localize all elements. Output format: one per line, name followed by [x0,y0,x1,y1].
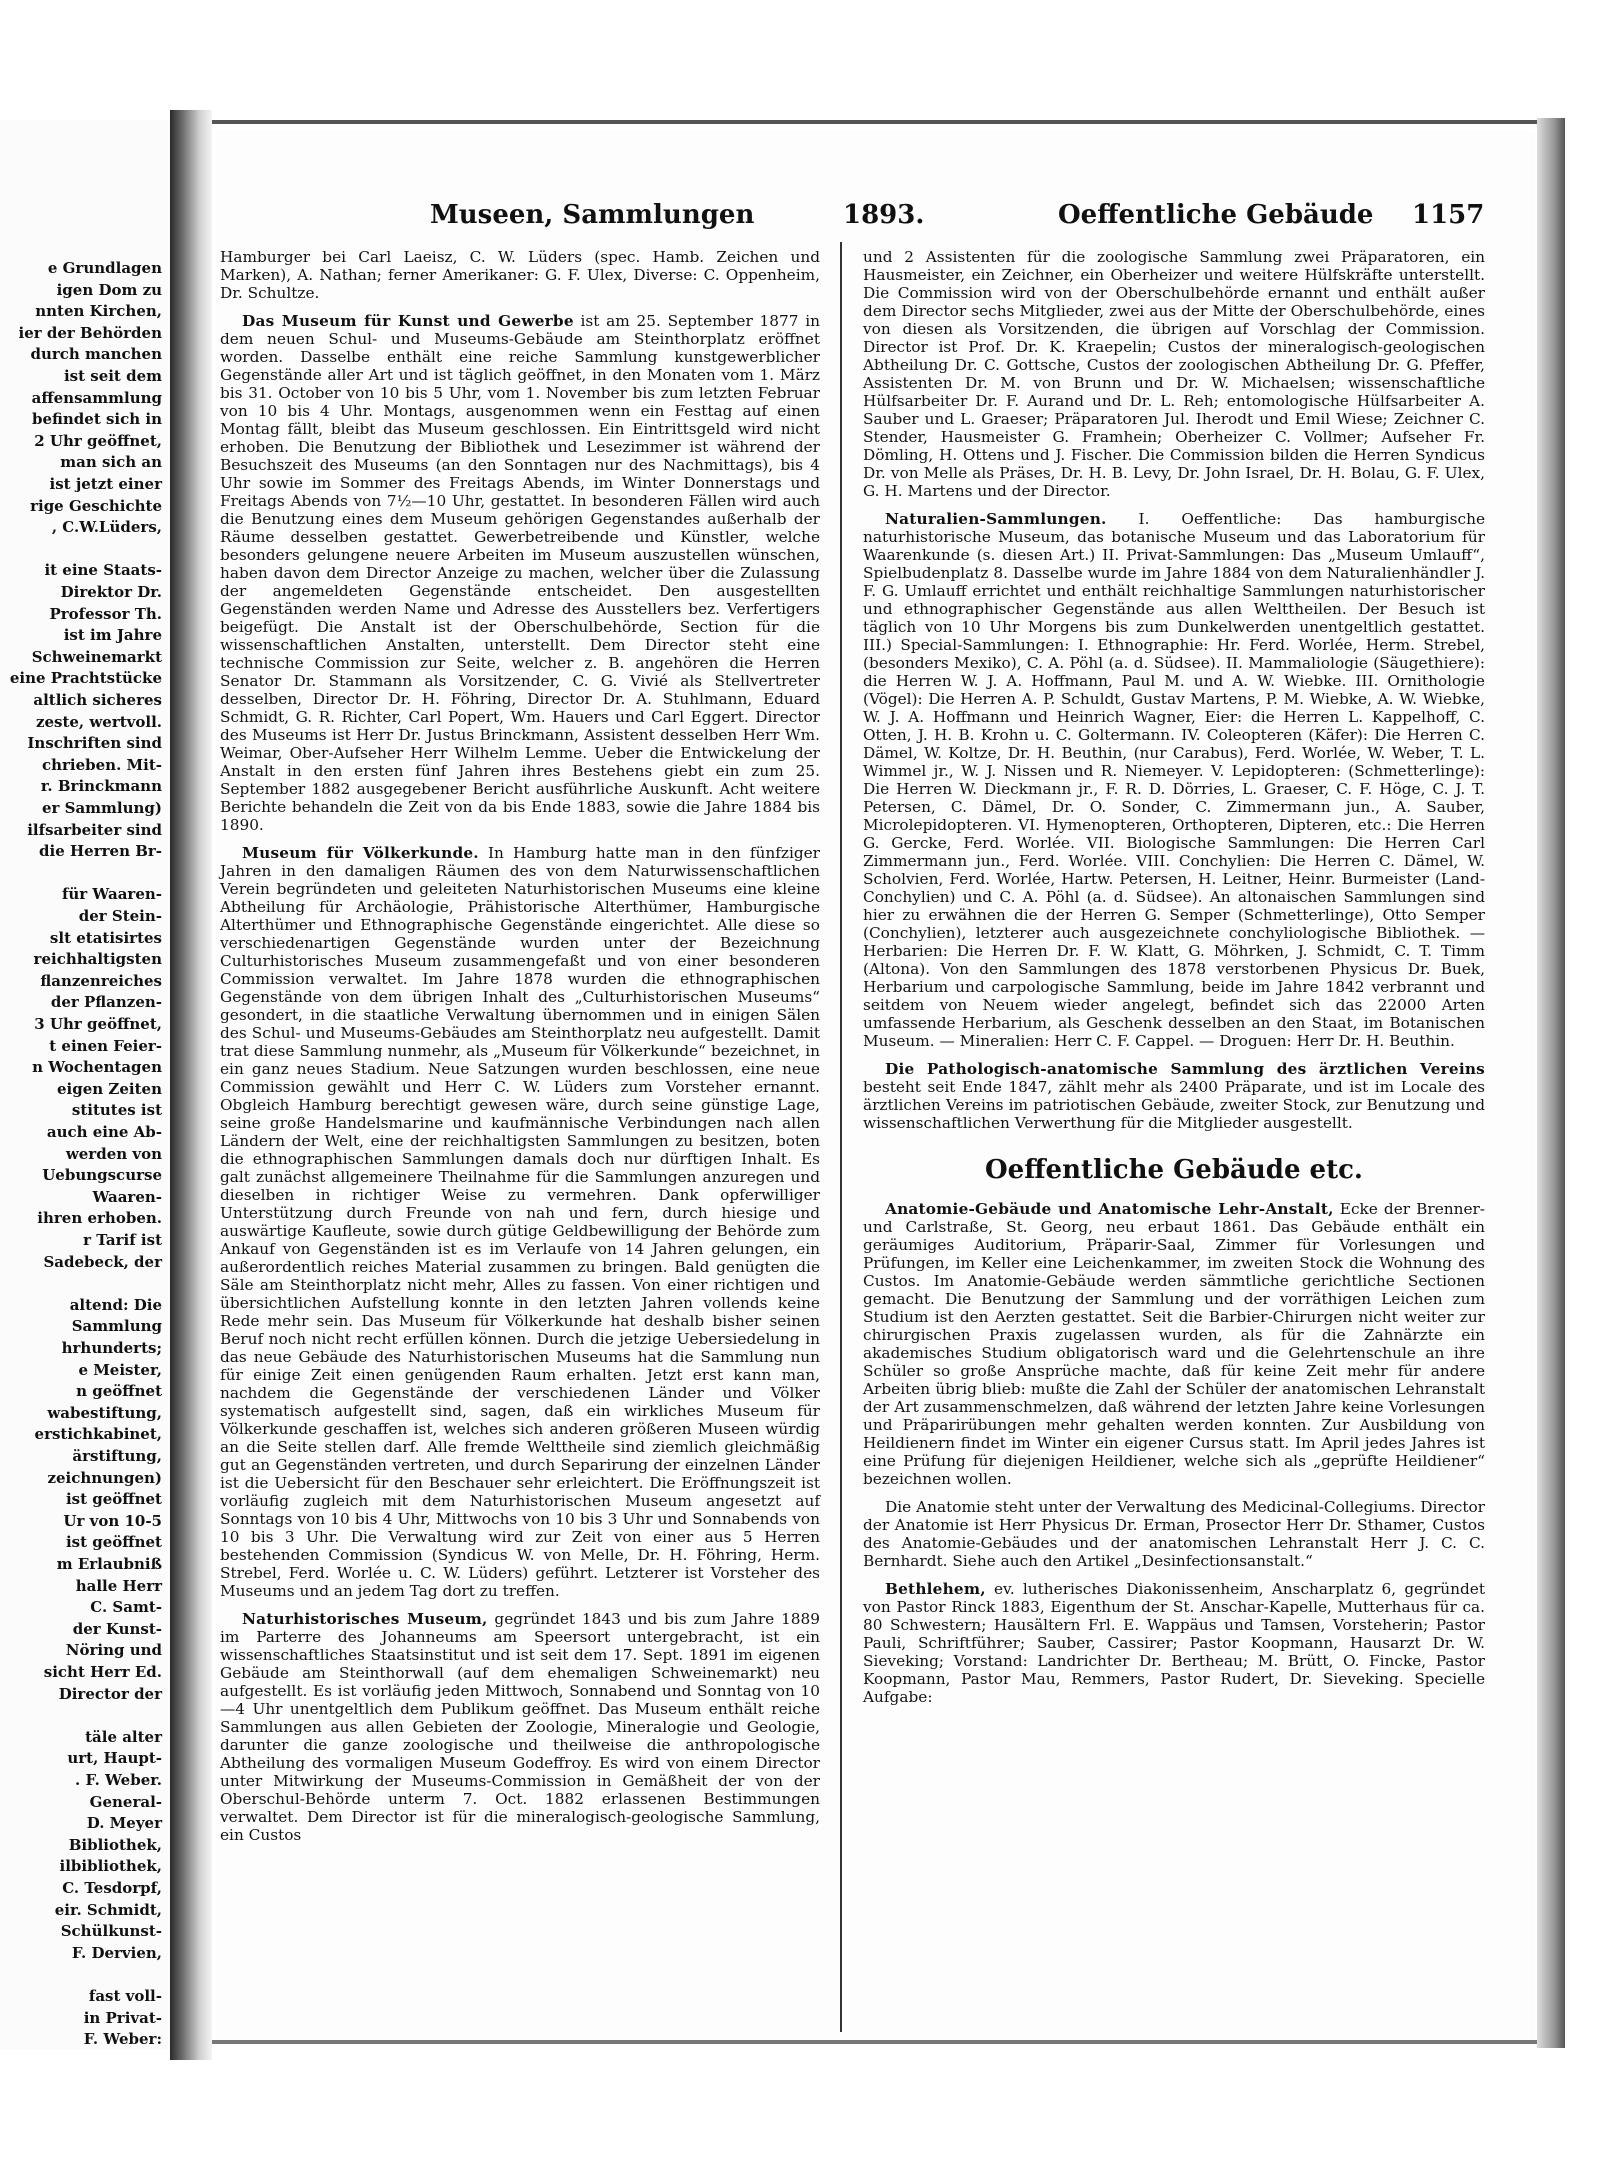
left-fragment-line: fast voll- [88,1987,162,2005]
page-edge-right [1537,118,1565,2048]
left-fragment-line: reichhaltigsten [33,950,162,969]
entry-text: ist am 25. September 1877 in dem neuen Schul- und Museums-Gebäude am Steinthorplatz eröffnet worden. Dasselbe enthält eine reiche Sammlung kunstgewerblicher Gegenstände aller Art und ist täglich geöffnet, in den Monaten vom 1. März bis 31. October von 10 bis 5 Uhr, vom 1. November bis zum letzten Februar von 10 bis 4 Uhr. Montags, ausgenommen wenn ein Festtag auf einen Montag fällt, bleibt das Museum geschlossen. Ein Eintrittsgeld wird nicht erhoben. Die Benutzung der Bibliothek und Lesezimmer ist während der Besuchszeit des Museums (an den Sonntagen nur des Nachmittags), bis 4 Uhr sowie im Sommer des Freitags Abends, im Winter Donnerstags und Freitags Abends von 7½—10 Uhr, gestattet. In besonderen Fällen wird auch die Benutzung eines dem Museum gehörigen Gegenstandes außerhalb der Räume desselben gestattet. Gewerbetreibende und Künstler, welche besonders gelungene neuere Arbeiten im Museum auszustellen wünschen, haben davon dem Director Anzeige zu machen, welcher über die Zulassung der angemeldeten Gegenstände entscheidet. Den ausgestellten Gegenständen werden Name und Adresse des Ausstellers bez. Verfertigers beigefügt. Die Anstalt ist der Oberschulbehörde, Section für die wissenschaftlichen Anstalten, unterstellt. Dem Director steht eine technische Commission zur Seite, welcher z. B. angehören die Herren Senator Dr. Stammann als Vorsitzender, C. G. Vivié als Stellvertreter desselben, Director Dr. H. Föhring, Director Dr. A. Stuhlmann, Eduard Schmidt, G. R. Richter, Carl Popert, Wm. Hauers und Carl Eggert. Director des Museums ist Herr Dr. Justus Brinckmann, Assistent desselben Herr Wm. Weimar, Ober-Aufseher Herr Wilhelm Lemme. Ueber die Entwickelung der Anstalt in den ersten fünf Jahren ihres Bestehens giebt ein zum 25. September 1882 ausgegebener Bericht ausführliche Auskunft. Acht weitere Berichte behandeln die Zeit von da bis Ende 1883, sowie die Jahre 1884 bis 1890. [220,312,820,834]
left-fragment-line: nnten Kirchen, [35,302,162,321]
left-fragment-line: die Herren Br- [39,842,162,861]
left-fragment-line: hrhunderts; [61,1339,162,1357]
entry-naturhistorisches-museum [220,1610,820,1844]
entry-title: Anatomie-Gebäude und Anatomische Lehr-Anstalt, [885,1200,1334,1218]
left-fragment-line: für Waaren- [61,885,162,904]
left-fragment-line: e Grundlagen [47,259,162,277]
left-fragment-line: durch manchen [30,345,162,364]
entry-bethlehem [863,1580,1485,1706]
left-fragment-line: zeste, wertvoll. [35,712,162,731]
left-fragment-line: flanzenreiches [40,971,162,990]
left-fragment-line: ilfsarbeiter sind [27,820,162,839]
running-head-left: Museen, Sammlungen [430,200,755,230]
left-fragment-line: der Stein- [78,907,162,925]
entry-title: Naturalien-Sammlungen. [885,510,1107,528]
right-column [863,248,1485,1716]
left-fragment-line: zeichnungen) [47,1468,162,1487]
left-fragment-line: altlich sicheres [33,691,162,709]
paragraph-museum-staff: und 2 Assistenten für die zoologische Sammlung zwei Präparatoren, ein Hausmeister, ein Zeichner, ein Oberheizer und weitere Hülfskräfte unterstellt. Die Commission wird von der Oberschulbehörde ernannt und enthält außer dem Director sechs Mitglieder, zwei aus der Mitte der Oberschulbehörde, eines von diesen als Vorsitzenden, die übrigen auf Vorschlag der Commission. Director ist Prof. Dr. K. Kraepelin; Custos der mineralogisch-geologischen Abtheilung Dr. C. Gottsche, Custos der zoologischen Abtheilung Dr. G. Pfeffer, Assistenten Dr. M. von Brunn und Dr. W. Michaelsen; wissenschaftliche Hülfsarbeiter Dr. F. Aurand und Dr. L. Reh; entomologische Hülfsarbeiter A. Sauber und L. Graeser; Präparatoren Jul. Iherodt und Emil Wiese; Zeichner C. Stender, Hausmeister G. Framhein; Oberheizer C. Vollmer; Aufseher Fr. Dömling, H. Ottens und J. Fischer. Die Commission bilden die Herren Syndicus Dr. von Melle als Präses, Dr. H. B. Levy, Dr. John Israel, Dr. H. Bolau, G. F. Ulex, G. H. Martens und der Director. [863,248,1485,500]
left-fragment-line: erstichkabinet, [34,1425,162,1444]
left-fragment-line: General- [89,1792,162,1811]
entry-kunst-gewerbe [220,312,820,834]
left-fragment-line: wabestiftung, [47,1403,162,1422]
left-fragment-line: Professor Th. [49,604,162,623]
page-number: 1157 [1412,200,1485,230]
left-fragment-line: r Tarif ist [83,1231,162,1249]
entry-text: ev. lutherisches Diakonissenheim, Anscharplatz 6, gegründet von Pastor Rinck 1883, Eigenthum der St. Anschar-Kapelle, Mutterhaus für ca. 80 Schwestern; Hausältern Frl. E. Wappäus und Tamsen, Vorsteherin; Pastor Pauli, Schriftführer; Sauber, Cassirer; Pastor Koopmann, Hausarzt Dr. W. Sieveking; Vorstand: Landrichter Dr. Bertheau; M. Brütt, O. Fincke, Pastor Koopmann, Pastor Mau, Remmers, Pastor Rudert, Dr. Sieveking. Specielle Aufgabe: [863,1580,1485,1706]
left-fragment-line: Bibliothek, [68,1835,162,1854]
left-fragment-line: 3 Uhr geöffnet, [34,1015,162,1033]
left-fragment-line: t einen Feier- [49,1036,162,1055]
left-fragment-line: Sammlung [71,1317,162,1336]
left-fragment-line: halle Herr [75,1576,162,1595]
entry-title: Das Museum für Kunst und Gewerbe [242,312,574,330]
paragraph-auction-buyers: Hamburger bei Carl Laeisz, C. W. Lüders (spec. Hamb. Zeichen und Marken), A. Nathan; ferner Amerikaner: G. F. Ulex, Diverse: C. Oppenheim, Dr. Schultze. [220,248,820,302]
left-fragment-line: der Pflanzen- [50,993,162,1012]
left-fragment-line: eir. Schmidt, [54,1900,162,1919]
left-fragment-line: chrieben. Mit- [41,755,162,774]
left-fragment-line: m Erlaubniß [56,1555,162,1573]
left-fragment-line: e Meister, [78,1360,162,1379]
left-fragment-line: Direktor Dr. [60,583,162,601]
entry-pathologische-sammlung [863,1060,1485,1132]
left-fragment-line: ist geöffnet [65,1490,162,1509]
left-fragment-line: befindet sich in [31,410,162,429]
left-fragment-line: Inschriften sind [27,734,162,753]
paragraph-anatomie-verwaltung: Die Anatomie steht unter der Verwaltung des Medicinal-Collegiums. Director der Anatomie ist Herr Physicus Dr. Erman, Prosector Herr Dr. Sthamer, Custos des Anatomie-Gebäudes und der anatomischen Lehranstalt Herr J. C. C. Bernhardt. Siehe auch den Artikel „Desinfectionsanstalt.“ [863,1498,1485,1570]
book-page [215,130,1535,2040]
page-edge-top [212,120,1537,124]
left-fragment-line: F. Weber: [83,2030,162,2049]
running-head [215,200,1535,240]
entry-title: Die Pathologisch-anatomische Sammlung des ärztlichen Vereins [885,1060,1485,1078]
entry-title: Museum für Völkerkunde. [242,844,479,862]
left-fragment-line: Director der [58,1684,162,1703]
left-fragment-line: Ur von 10-5 [63,1511,162,1530]
left-fragment-line: Schweinemarkt [31,647,162,666]
left-fragment-line: it eine Staats- [44,561,162,580]
left-fragment-line: Schülkunst- [60,1922,162,1941]
left-fragment-line: ihren erhoben. [37,1209,162,1228]
left-fragment-line: r. Brinckmann [40,777,162,796]
left-fragment-line: F. Dervien, [71,1943,162,1962]
left-fragment-line: er Sammlung) [41,799,162,817]
column-divider [840,242,842,2032]
entry-text: I. Oeffentliche: Das hamburgische naturhistorische Museum, das botanische Museum und das Laboratorium für Waarenkunde (s. diesen Art.) II. Privat-Sammlungen: Das „Museum Umlauff“, Spielbudenplatz 8. Dasselbe wurde im Jahre 1884 von dem Naturalienhändler J. F. G. Umlauff errichtet und enthält reichhaltige Sammlungen naturhistorischer und ethnographischer Gegenstände aus allen Welttheilen. Der Besuch ist täglich von 10 Uhr Morgens bis zum Dunkelwerden unentgeltlich gestattet. III.) Special-Sammlungen: I. Ethnographie: Hr. Ferd. Worlée, Herm. Strebel, (besonders Mexiko), C. A. Pöhl (a. d. Südsee). II. Mammaliologie (Säugethiere): die Herren W. J. A. Hoffmann, Paul M. und A. W. Wiebke. III. Ornithologie (Vögel): Die Herren A. P. Schuldt, Gustav Martens, P. M. Wiebke, A. W. Wiebke, W. J. A. Hoffmann und Heinrich Wagner, Eier: die Herren L. Kappelhoff, C. Otten, J. H. B. Krohn u. C. Goltermann. IV. Coleopteren (Käfer): Die Herren C. Dämel, W. Koltze, Dr. H. Beuthin, (nur Carabus), Ferd. Worlée, W. Weber, T. L. Wimmel jr., W. J. Nissen und R. Niemeyer. V. Lepidopteren: (Schmetterlinge): Die Herren W. Dieckmann jr., F. R. D. Dörries, L. Graeser, C. F. Höge, C. J. T. Petersen, C. Dämel, Dr. O. Sonder, C. Zimmermann jun., A. Sauber, Microlepidopteren. VI. Hymenopteren, Orthopteren, Dipteren, etc.: Die Herren G. Gercke, Ferd. Worlée. VII. Biologische Sammlungen: Die Herren Carl Zimmermann jun., Ferd. Worlée. VIII. Conchylien: Die Herren C. Dämel, W. Scholvien, Ferd. Worlée, Hartw. Petersen, H. Leitner, Heinr. Burmeister (Land-Conchylien) und C. A. Pöhl (a. d. Südsee). An altonaischen Sammlungen sind hier zu erwähnen die der Herren G. Semper (Schmetterlinge), Otto Semper (Conchylien), letzterer auch ausgezeichnete conchyliologische Bibliothek. — Herbarien: Die Herren Dr. F. W. Klatt, G. Möhrken, J. Schmidt, C. T. Timm (Altona). Von den Sammlungen des 1878 verstorbenen Physicus Dr. Buek, Herbarium und carpologische Sammlung, beide im Jahre 1842 verbrannt und seitdem von Neuem wieder angelegt, befindet sich das 22000 Arten umfassende Herbarium, als Geschenk desselben an den Staat, im Botanischen Museum. — Mineralien: Herr C. F. Cappel. — Droguen: Herr Dr. H. Beuthin. [863,510,1485,1050]
left-page-fragment [0,120,170,2050]
left-fragment-line: C. Samt- [90,1598,162,1617]
left-fragment-line: ist geöffnet [65,1533,162,1552]
left-fragment-line: urt, Haupt- [67,1749,162,1768]
entry-text: gegründet 1843 und bis zum Jahre 1889 im Parterre des Johanneums am Speersort untergebracht, ist ein wissenschaftliches Staatsinstitut und ist seit dem 17. Sept. 1891 im eigenen Gebäude am Steinthorwall (auf dem ehemaligen Schweinemarkt) neu aufgestellt. Es ist vorläufig jeden Mittwoch, Sonnabend und Sonntag von 10—4 Uhr unentgeltlich dem Publikum geöffnet. Das Museum enthält reiche Sammlungen aus allen Gebieten der Zoologie, Mineralogie und Geologie, darunter die ganze zoologische und theilweise die anthropologische Abtheilung des vormaligen Museum Godeffroy. Es wird von einem Director unter Mitwirkung der Museums-Commission in Gemäßheit der von der Oberschul-Behörde unterm 7. Oct. 1882 erlassenen Bestimmungen verwaltet. Dem Director ist für die mineralogisch-geologische Sammlung, ein Custos [220,1610,820,1844]
left-fragment-line: ärstiftung, [72,1447,162,1465]
page-edge-bottom [212,2040,1537,2044]
left-fragment-line: sicht Herr Ed. [43,1663,162,1681]
entry-voelkerkunde [220,844,820,1600]
left-fragment-line: D. Meyer [86,1814,162,1833]
left-fragment-line: affensammlung [31,388,162,407]
left-fragment-line: eigen Zeiten [57,1079,162,1098]
entry-title: Naturhistorisches Museum, [242,1610,488,1628]
left-fragment-line: Uebungscurse [42,1166,162,1185]
left-fragment-line: täle alter [85,1727,162,1746]
left-fragment-line: man sich an [60,453,162,472]
left-fragment-line: ist im Jahre [63,626,162,645]
left-fragment-line: Nöring und [65,1641,162,1660]
running-head-right: Oeffentliche Gebäude [1058,200,1374,230]
left-fragment-line: ist jetzt einer [49,475,162,493]
left-fragment-line: slt etatisirtes [49,928,162,947]
left-fragment-line: igen Dom zu [56,280,162,299]
left-fragment-line: stitutes ist [71,1101,162,1120]
left-fragment-line: 2 Uhr geöffnet, [34,431,162,450]
left-fragment-line: auch eine Ab- [46,1123,162,1141]
left-fragment-line: der Kunst- [72,1619,162,1638]
left-fragment-line: altend: Die [69,1295,162,1314]
book-gutter-shadow [170,110,212,2060]
left-fragment-line: eine Prachtstücke [9,669,162,688]
entry-text: In Hamburg hatte man in den fünfziger Jahren in den damaligen Räumen des von dem Naturwissenschaftlichen Verein begründeten und geleiteten Naturhistorischen Museums eine kleine Abtheilung für Archäologie, Prähistorische Alterthümer, Hamburgische Alterthümer und Ethnographische Gegenstände eingerichtet. Alle diese so verschiedenartigen Gegenstände wurden unter der Bezeichnung Culturhistorisches Museum zusammengefaßt und von einer besonderen Commission verwaltet. Im Jahre 1878 wurden die ethnographischen Gegenstände von dem übrigen Inhalt des „Culturhistorischen Museums“ gesondert, in die staatliche Verwaltung übernommen und in einigen Sälen des Schul- und Museums-Gebäudes am Steinthorplatz neu aufgestellt. Damit trat diese Sammlung nunmehr, als „Museum für Völkerkunde“ bezeichnet, in ein ganz neues Stadium. Neue Satzungen wurden beschlossen, eine neue Commission gewählt und Herr C. W. Lüders zum Vorsteher ernannt. Obgleich Hamburg berechtigt gewesen wäre, durch seine günstige Lage, seine große Handelsmarine und kaufmännische Verbindungen nach allen Ländern der Welt, eine der reichhaltigsten Sammlungen zu besitzen, boten die ethnographischen Sammlungen damals doch nur dürftigen Inhalt. Es galt zunächst allgemeinere Theilnahme für die Sammlungen anzuregen und dieselben in richtiger Weise zu vermehren. Dank opferwilliger Unterstützung durch Freunde von nah und fern, durch hiesige und auswärtige Kaufleute, sowie durch gütige Geldbewilligung der Behörde zum Ankauf von Gegenständen ist es im Verlaufe von 14 Jahren gelungen, ein außerordentlich reiches Material zusammen zu bringen. Bald genügten die Säle am Steinthorplatz nicht mehr, Alles zu fassen. Von einer richtigen und übersichtlichen Aufstellung konnte in den letzten Jahren vollends keine Rede mehr sein. Das Museum für Völkerkunde hat deshalb bisher seinen Beruf noch nicht recht erfüllen können. Durch die jetzige Uebersiedelung in das neue Gebäude des Naturhistorischen Museums hat die Sammlung nun für einige Zeit einen genügenden Raum erhalten. Jetzt erst kann man, nachdem die Gegenstände der verschiedenen Länder und Völker systematisch aufgestellt sind, sagen, daß ein wirkliches Museum für Völkerkunde geschaffen ist, welches sich anderen größeren Museen würdig an die Seite stellen darf. Alle fremde Welttheile sind ziemlich gleichmäßig gut an Gegenständen vertreten, und durch Separirung der einzelnen Länder ist die Uebersicht für den Beschauer sehr erleichtert. Die Eröffnungszeit ist vorläufig zugleich mit dem Naturhistorischen Museum angesetzt auf Sonntags von 10 bis 4 Uhr, Mittwochs von 10 bis 3 Uhr und Sonnabends von 10 bis 3 Uhr. Die Verwaltung wird zur Zeit von einer aus 5 Herren bestehenden Commission (Syndicus W. von Melle, Dr. H. Föhring, Herm. Strebel, Ferd. Worlée u. C. W. Lüders) geführt. Letzterer ist Vorsteher des Museums und an jedem Tag dort zu treffen. [220,844,820,1600]
left-fragment-line: in Privat- [83,2008,162,2027]
left-fragment-line: . F. Weber. [75,1771,162,1789]
left-fragment-line: n Wochentagen [32,1058,162,1077]
entry-text: Ecke der Brenner- und Carlstraße, St. Georg, neu erbaut 1861. Das Gebäude enthält ein geräumiges Auditorium, Präparir-Saal, Zimmer für Vorlesungen und Prüfungen, im Keller eine Leichenkammer, im zweiten Stock die Wohnung des Custos. Im Anatomie-Gebäude werden sämmtliche gerichtliche Sectionen gemacht. Die Benutzung der Sammlung und der vorräthigen Leichen zum Studium ist den Aerzten gestattet. Seit die Barbier-Chirurgen nicht weiter zur chirurgischen Praxis zugelassen wurden, als für die Zahnärzte ein akademisches Studium obligatorisch ward und die Gelehrtenschule an ihre Schüler so große Ansprüche machte, daß für keine Zeit mehr für andere Arbeiten übrig blieb: mußte die Zahl der Schüler der anatomischen Lehranstalt der Art zusammenschmelzen, daß während der letzten Jahre keine Vorlesungen und Präparirübungen mehr gehalten werden konnten. Zur Ausbildung von Heildienern findet im Winter ein eigener Cursus statt. Im April jedes Jahres ist eine Prüfung für diejenigen Heildiener, welche sich als „geprüfte Heildiener“ bezeichnen wollen. [863,1200,1485,1488]
left-fragment-line: n geöffnet [76,1382,162,1401]
left-fragment-line: rige Geschichte [30,496,162,515]
left-column [220,248,820,1854]
left-fragment-line: Waaren- [92,1187,162,1206]
left-fragment-line: ilbibliothek, [59,1857,162,1876]
left-fragment-line: ier der Behörden [18,323,162,342]
left-fragment-line: , C.W.Lüders, [51,518,162,537]
left-fragment-line: ist seit dem [63,367,162,385]
left-fragment-line: Sadebeck, der [43,1252,162,1271]
running-head-year: 1893. [843,200,925,230]
left-fragment-line: C. Tesdorpf, [62,1879,162,1897]
section-heading: Oeffentliche Gebäude etc. [985,1155,1363,1185]
entry-anatomie [863,1200,1485,1488]
left-fragment-line: werden von [65,1144,162,1163]
entry-text: besteht seit Ende 1847, zählt mehr als 2400 Präparate, und ist im Locale des ärztlichen Vereins im patriotischen Gebäude, zweiter Stock, zur Benutzung und wissenschaftlichen Verwerthung für die Mitglieder ausgestellt. [863,1078,1485,1132]
entry-naturalien-sammlungen [863,510,1485,1050]
entry-title: Bethlehem, [885,1580,986,1598]
